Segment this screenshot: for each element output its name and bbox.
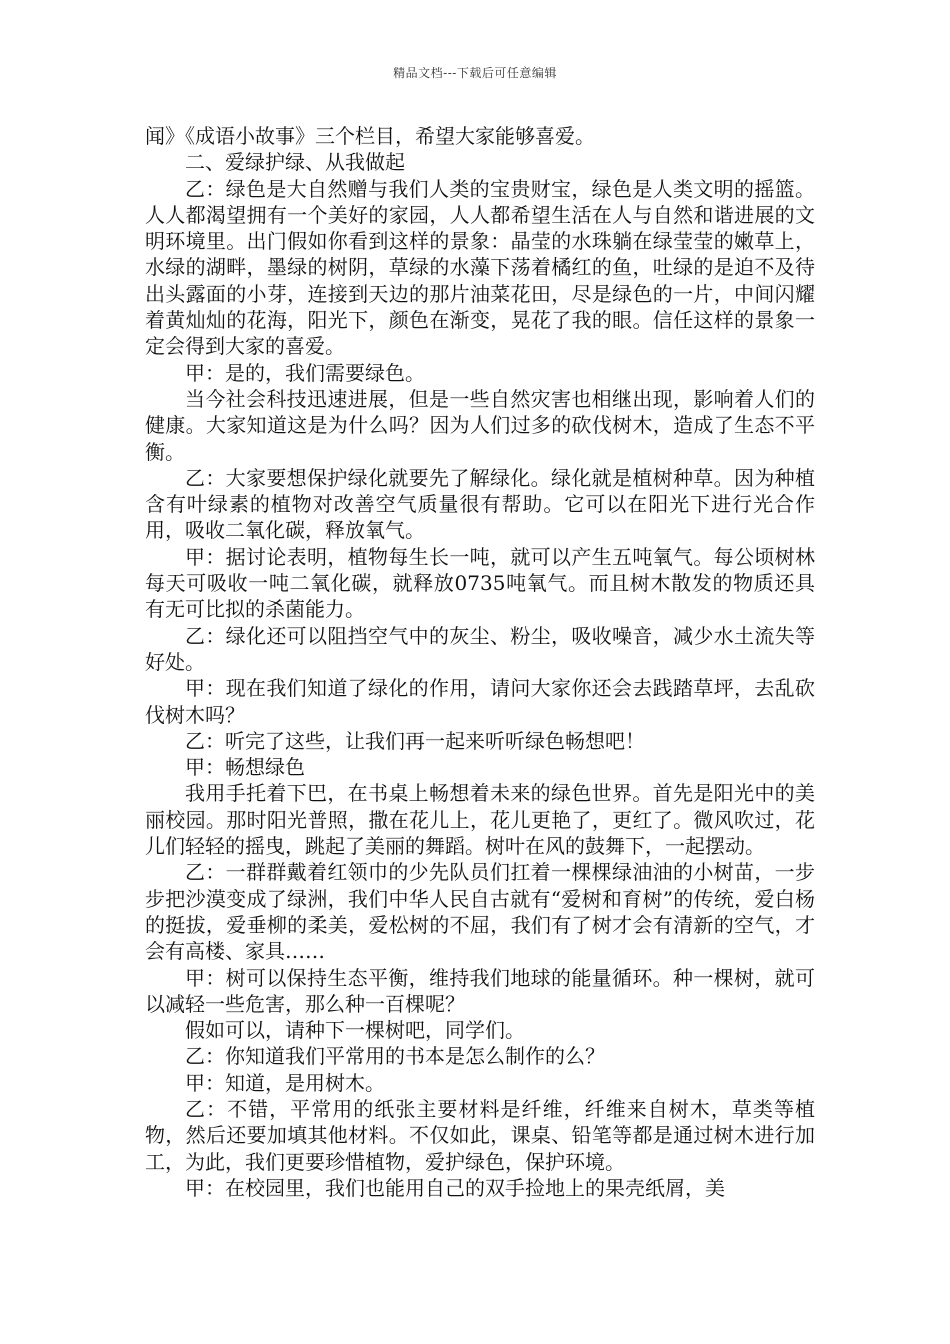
paragraph: 甲：知道，是用树木。 [185,1070,385,1095]
paragraph: 闻》《成语小故事》三个栏目，希望大家能够喜爱。 [145,124,595,148]
document-body [145,123,815,1201]
paragraph: 乙：一群群戴着红领巾的少先队员们扛着一棵棵绿油油的小树苗，一步步把沙漠变成了绿洲，我们中华人民自古就有“爱树和育树”的传统，爱白杨的挺拔，爱垂柳的柔美，爱松树的不屈，我们有了树才会有清新的空气，才会有高楼、家具…… [145,860,815,964]
paragraph: 乙：你知道我们平常用的书本是怎么制作的么？ [185,1044,605,1069]
page-header: 精品文档---下载后可任意编辑 [393,66,557,80]
paragraph: 甲：畅想绿色 [185,755,305,780]
paragraph: 当今社会科技迅速进展，但是一些自然灾害也相继出现，影响着人们的健康。大家知道这是为什么吗？因为人们过多的砍伐树木，造成了生态不平衡。 [145,386,815,464]
paragraph: 乙：绿化还可以阻挡空气中的灰尘、粉尘，吸收噪音，减少水土流失等好处。 [145,623,815,674]
paragraph: 甲：据讨论表明，植物每生长一吨，就可以产生五吨氧气。每公顷树林每天可吸收一吨二氧化碳，就释放0735吨氧气。而且树木散发的物质还具有无可比拟的杀菌能力。 [145,544,815,622]
paragraph: 乙：大家要想保护绿化就要先了解绿化。绿化就是植树种草。因为种植含有叶绿素的植物对改善空气质量很有帮助。它可以在阳光下进行光合作用，吸收二氧化碳，释放氧气。 [145,465,815,543]
paragraph: 乙：听完了这些，让我们再一起来听听绿色畅想吧！ [185,728,645,753]
paragraph: 假如可以，请种下一棵树吧，同学们。 [185,1018,525,1043]
paragraph: 甲：现在我们知道了绿化的作用，请问大家你还会去践踏草坪，去乱砍伐树木吗？ [145,676,815,727]
paragraph: 甲：在校园里，我们也能用自己的双手捡地上的果壳纸屑，美 [185,1175,725,1200]
paragraph: 甲：树可以保持生态平衡，维持我们地球的能量循环。种一棵树，就可以减轻一些危害，那么种一百棵呢？ [145,965,815,1016]
paragraph: 我用手托着下巴，在书桌上畅想着未来的绿色世界。首先是阳光中的美丽校园。那时阳光普照，撒在花儿上，花儿更艳了，更红了。微风吹过，花儿们轻轻的摇曳，跳起了美丽的舞蹈。树叶在风的鼓舞下，一起摆动。 [145,781,815,859]
paragraph: 乙：绿色是大自然赠与我们人类的宝贵财宝，绿色是人类文明的摇篮。人人都渴望拥有一个美好的家园，人人都希望生活在人与自然和谐进展的文明环境里。出门假如你看到这样的景象：晶莹的水珠躺在绿莹莹的嫩草上，水绿的湖畔，墨绿的树阴，草绿的水藻下荡着橘红的鱼，吐绿的是迫不及待出头露面的小芽，连接到天边的那片油菜花田，尽是绿色的一片，中间闪耀着黄灿灿的花海，阳光下，颜色在渐变，晃花了我的眼。信任这样的景象一定会得到大家的喜爱。 [145,176,815,359]
paragraph: 乙：不错，平常用的纸张主要材料是纤维，纤维来自树木，草类等植物，然后还要加填其他材料。不仅如此，课桌、铅笔等都是通过树木进行加工，为此，我们更要珍惜植物，爱护绿色，保护环境。 [145,1096,815,1174]
section-heading: 二、爱绿护绿、从我做起 [185,150,405,175]
paragraph: 甲：是的，我们需要绿色。 [185,360,425,385]
